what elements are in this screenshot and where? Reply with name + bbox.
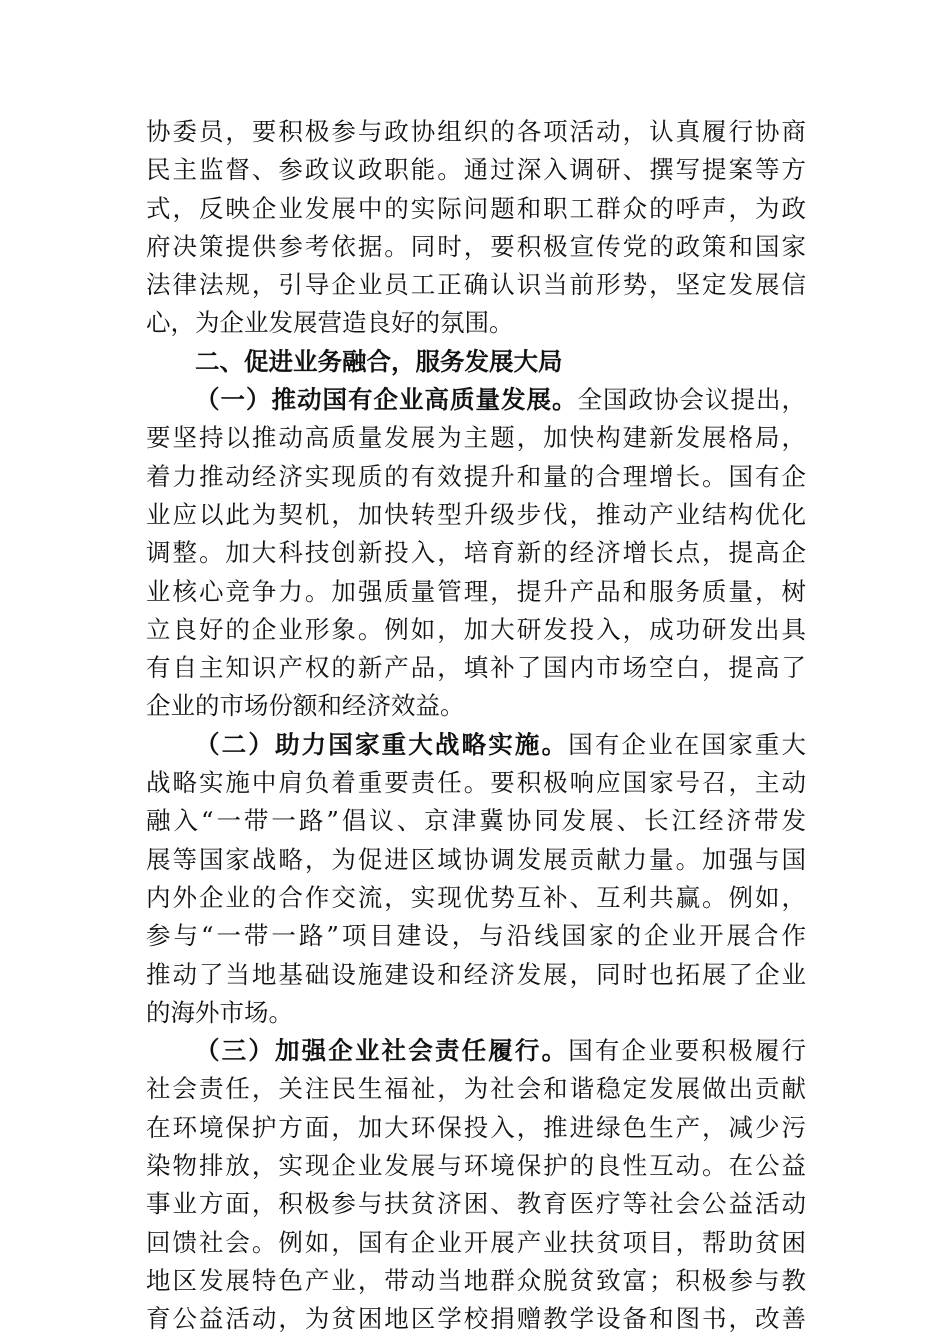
text-line: 心，为企业发展营造良好的氛围。	[146, 308, 514, 338]
paragraph-lead: （二）助力国家重大战略实施。	[195, 729, 569, 759]
paragraph-lead: （三）加强企业社会责任履行。	[195, 1036, 569, 1066]
paragraph-national-strategy	[146, 726, 806, 1032]
text-line: 回馈社会。例如，国有企业开展产业扶贫项目，帮助贫困	[146, 1227, 806, 1257]
text-line: 企业的市场份额和经济效益。	[146, 691, 465, 721]
text-line: 协委员，要积极参与政协组织的各项活动，认真履行协商	[146, 117, 806, 146]
text-line: 要坚持以推动高质量发展为主题，加快构建新发展格局，	[146, 423, 806, 453]
text-line: 社会责任，关注民生福祉，为社会和谐稳定发展做出贡献	[146, 1074, 806, 1104]
text-line: 推动了当地基础设施建设和经济发展，同时也拓展了企业	[146, 959, 806, 989]
text-line: 内外企业的合作交流，实现优势互补、互利共赢。例如，	[146, 882, 806, 912]
text-line: 民主监督、参政议政职能。通过深入调研、撰写提案等方	[146, 155, 806, 185]
text-line: 染物排放，实现企业发展与环境保护的良性互动。在公益	[146, 1151, 806, 1181]
text-line: 参与“一带一路”项目建设，与沿线国家的企业开展合作	[146, 921, 806, 951]
text-line: 战略实施中肩负着重要责任。要积极响应国家号召，主动	[146, 768, 806, 798]
text-line: 立良好的企业形象。例如，加大研发投入，成功研发出具	[146, 614, 806, 644]
text-line: 地区发展特色产业，带动当地群众脱贫致富；积极参与教	[146, 1265, 806, 1295]
text-line: 融入“一带一路”倡议、京津冀协同发展、长江经济带发	[146, 806, 806, 836]
paragraph-first-line	[146, 381, 806, 419]
text-line: 育公益活动，为贫困地区学校捐赠教学设备和图书，改善	[146, 1304, 806, 1334]
text-line: 有自主知识产权的新产品，填补了国内市场空白，提高了	[146, 653, 806, 683]
paragraph-first-line	[146, 726, 806, 764]
paragraph-first-line-rest: 全国政协会议提出，	[577, 385, 806, 415]
text-line: 府决策提供参考依据。同时，要积极宣传党的政策和国家	[146, 231, 806, 261]
paragraph-first-line-rest: 国有企业在国家重大	[568, 729, 807, 759]
paragraph-first-line	[146, 1032, 806, 1070]
text-line: 着力推动经济实现质的有效提升和量的合理增长。国有企	[146, 461, 806, 491]
text-line: 调整。加大科技创新投入，培育新的经济增长点，提高企	[146, 538, 806, 568]
text-line: 的海外市场。	[146, 997, 293, 1027]
document-page	[146, 113, 806, 1339]
section-heading: 二、促进业务融合，服务发展大局	[195, 346, 563, 376]
paragraph-committee-duties	[146, 113, 806, 343]
text-line: 业应以此为契机，加快转型升级步伐，推动产业结构优化	[146, 499, 806, 529]
text-line: 式，反映企业发展中的实际问题和职工群众的呼声，为政	[146, 193, 806, 223]
text-line: 展等国家战略，为促进区域协调发展贡献力量。加强与国	[146, 844, 806, 874]
paragraph-first-line-rest: 国有企业要积极履行	[568, 1036, 807, 1066]
text-line: 业核心竞争力。加强质量管理，提升产品和服务质量，树	[146, 576, 806, 606]
text-line: 事业方面，积极参与扶贫济困、教育医疗等社会公益活动	[146, 1189, 806, 1219]
paragraph-high-quality-development	[146, 381, 806, 726]
text-line: 法律法规，引导企业员工正确认识当前形势，坚定发展信	[146, 270, 806, 300]
text-line: 在环境保护方面，加大环保投入，推进绿色生产，减少污	[146, 1112, 806, 1142]
paragraph-lead: （一）推动国有企业高质量发展。	[195, 385, 578, 415]
paragraph-social-responsibility	[146, 1032, 806, 1338]
